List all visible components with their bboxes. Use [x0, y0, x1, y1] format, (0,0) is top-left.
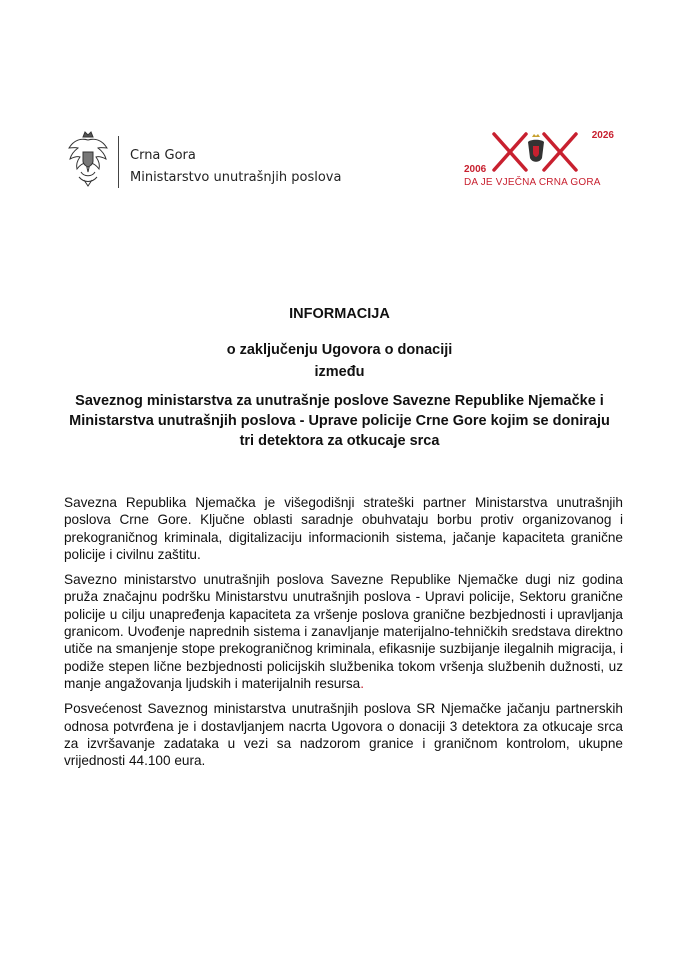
body-paragraph-2-text: Savezno ministarstvo unutrašnjih poslova Savezne Republike Njemačke dugi niz godina pruža značajnu podršku Ministarstvu unutrašnjih poslova - Upravi policije, Sektoru granične policije u cilju unapređenja kapaciteta za vršenje poslova granične bezbjednosti i upravljanja granicom. Uvođenje naprednih sistema i zanavljanje materijalno-tehničkih sredstava direktno utiče na smanjenje stope prekograničnog kriminala, efikasnije suzbijanje ilegalnih migracija, i podiže stepen lične bezbjednosti policijskih službenika tokom vršenja službenih dužnosti, uz manje angažovanja ljudskih i materijalnih resursa [64, 572, 623, 691]
ministry-name: Ministarstvo unutrašnjih poslova [130, 170, 342, 185]
body-paragraph-3: Posvećenost Saveznog ministarstva unutrašnjih poslova SR Njemačke jačanju partnerskih odnosa potvrđena je i dostavljanjem nacrta Ugovora o donaciji 3 detektora za otkucaje srca za izvršavanje zadataka u vezi sa nadzorom granice i graničnom kontrolom, ukupne vrijednosti 44.100 eura. [64, 701, 623, 769]
body-paragraph-1: Savezna Republika Njemačka je višegodišnji strateški partner Ministarstva unutrašnjih poslova Crne Gore. Ključne oblasti saradnje obuhvataju borbu protiv organizovanog i prekograničnog kriminala, digitalizaciju informacionih sistema, jačanje kapaciteta granične policije i civilnu zaštitu. [64, 495, 623, 562]
document-subtitle-1: o zaključenju Ugovora o donaciji [226, 342, 453, 358]
jubilee-end-year: 2026 [591, 130, 614, 141]
coat-of-arms-icon [66, 128, 110, 190]
country-name: Crna Gora [130, 148, 196, 163]
paragraph-end-mark: . [360, 675, 364, 691]
jubilee-logo [464, 128, 614, 194]
document-body [64, 494, 623, 777]
header-divider [118, 136, 119, 188]
body-paragraph-2 [64, 571, 623, 692]
document-titles [60, 305, 619, 451]
jubilee-start-year: 2006 [464, 164, 487, 175]
document-subtitle-2: između [314, 364, 365, 380]
jubilee-slogan: DA JE VJEČNA CRNA GORA [464, 177, 601, 188]
organization-name [130, 145, 341, 189]
document-header [66, 128, 614, 198]
jubilee-xx-emblem-icon [484, 128, 590, 174]
document-title: INFORMACIJA [289, 306, 390, 322]
document-subtitle-3: Saveznog ministarstva za unutrašnje poslove Savezne Republike Njemačke i Ministarstva unutrašnjih poslova - Uprave policije Crne Gore kojim se doniraju tri detektora za otkucaje srca [69, 393, 610, 449]
